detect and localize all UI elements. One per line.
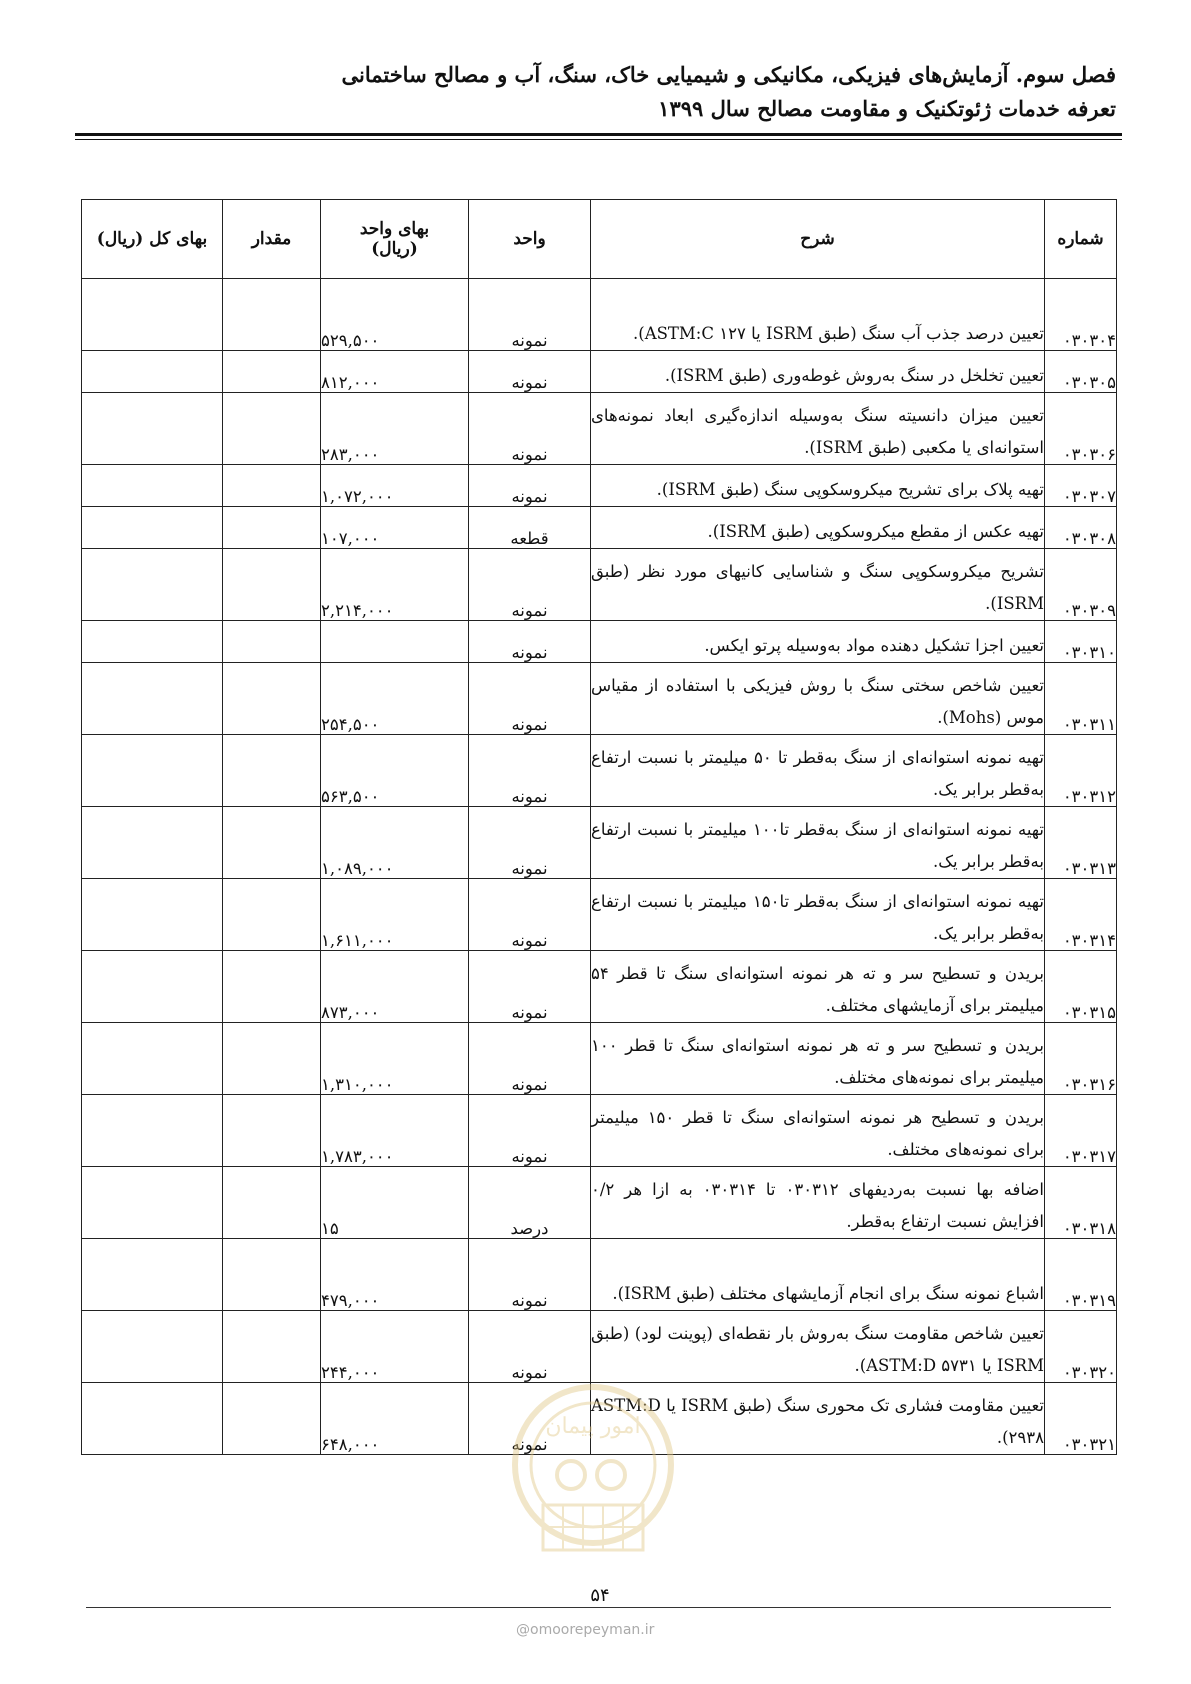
document-title: تعرفه خدمات ژئوتکنیک و مقاومت مصالح سال ۱۳۹۹ — [658, 96, 1116, 121]
row-unit-price: ۱۵ — [321, 1167, 469, 1239]
row-quantity — [223, 1383, 321, 1455]
table-row — [82, 1383, 1117, 1455]
row-number: ۰۳۰۳۰۷ — [1045, 465, 1117, 507]
row-unit: درصد — [469, 1167, 591, 1239]
row-total — [82, 1167, 223, 1239]
row-unit: نمونه — [469, 1311, 591, 1383]
header-description: شرح — [591, 200, 1045, 279]
page-header — [76, 58, 1116, 126]
row-unit-price: ۲۸۳,۰۰۰ — [321, 393, 469, 465]
row-quantity — [223, 393, 321, 465]
row-description: تشریح میکروسکوپی سنگ و شناسایی کانیهای مورد نظر (طبق ISRM). — [591, 549, 1045, 621]
footer-rule — [86, 1607, 1111, 1608]
row-number: ۰۳۰۳۲۱ — [1045, 1383, 1117, 1455]
row-unit: نمونه — [469, 351, 591, 393]
header-total: بهای کل (ریال) — [82, 200, 223, 279]
table-row — [82, 549, 1117, 621]
row-quantity — [223, 549, 321, 621]
row-unit: نمونه — [469, 1239, 591, 1311]
table-row — [82, 507, 1117, 549]
row-number: ۰۳۰۳۰۴ — [1045, 279, 1117, 351]
row-number: ۰۳۰۳۱۵ — [1045, 951, 1117, 1023]
header-rule-thin — [75, 139, 1122, 140]
table-row — [82, 1167, 1117, 1239]
row-quantity — [223, 951, 321, 1023]
row-number: ۰۳۰۳۱۸ — [1045, 1167, 1117, 1239]
header-unit: واحد — [469, 200, 591, 279]
row-number: ۰۳۰۳۱۶ — [1045, 1023, 1117, 1095]
row-unit: قطعه — [469, 507, 591, 549]
row-quantity — [223, 1239, 321, 1311]
row-description: تعیین میزان دانسیته سنگ به‌وسیله اندازه‌گیری ابعاد نمونه‌های استوانه‌ای یا مکعبی (طبق ISRM). — [591, 393, 1045, 465]
row-total — [82, 1239, 223, 1311]
table-row — [82, 621, 1117, 663]
table-row — [82, 1239, 1117, 1311]
row-total — [82, 351, 223, 393]
row-number: ۰۳۰۳۱۱ — [1045, 663, 1117, 735]
row-unit: نمونه — [469, 465, 591, 507]
row-description: اضافه بها نسبت به‌ردیفهای ۰۳۰۳۱۲ تا ۰۳۰۳۱۴ به ازا هر ۰/۲ افزایش نسبت ارتفاع به‌قطر. — [591, 1167, 1045, 1239]
row-unit: نمونه — [469, 879, 591, 951]
row-total — [82, 1023, 223, 1095]
row-quantity — [223, 1167, 321, 1239]
row-number: ۰۳۰۳۱۴ — [1045, 879, 1117, 951]
row-description: تهیه نمونه استوانه‌ای از سنگ به‌قطر تا ۵۰ میلیمتر با نسبت ارتفاع به‌قطر برابر یک. — [591, 735, 1045, 807]
table-header-row — [82, 200, 1117, 279]
site-watermark: @omoorepeyman.ir — [516, 1622, 655, 1638]
header-quantity: مقدار — [223, 200, 321, 279]
table-row — [82, 1311, 1117, 1383]
header-unit-price-label: بهای واحد — [359, 219, 430, 239]
row-description: تهیه پلاک برای تشریح میکروسکوپی سنگ (طبق ISRM). — [591, 465, 1045, 507]
row-number: ۰۳۰۳۱۲ — [1045, 735, 1117, 807]
row-quantity — [223, 807, 321, 879]
header-number: شماره — [1045, 200, 1117, 279]
row-total — [82, 1311, 223, 1383]
row-unit: نمونه — [469, 735, 591, 807]
row-total — [82, 951, 223, 1023]
row-description: تعیین مقاومت فشاری تک محوری سنگ (طبق ISRM یا ASTM:D ۲۹۳۸). — [591, 1383, 1045, 1455]
row-number: ۰۳۰۳۰۸ — [1045, 507, 1117, 549]
row-unit-price: ۴۷۹,۰۰۰ — [321, 1239, 469, 1311]
row-total — [82, 279, 223, 351]
table-row — [82, 351, 1117, 393]
table-body — [82, 279, 1117, 1455]
table-row — [82, 465, 1117, 507]
row-description: تهیه عکس از مقطع میکروسکوپی (طبق ISRM). — [591, 507, 1045, 549]
header-unit-price — [321, 200, 469, 279]
row-number: ۰۳۰۳۱۳ — [1045, 807, 1117, 879]
row-unit-price: ۱۰۷,۰۰۰ — [321, 507, 469, 549]
row-total — [82, 807, 223, 879]
header-rule-thick — [75, 133, 1122, 136]
row-unit: نمونه — [469, 621, 591, 663]
row-unit-price: ۶۴۸,۰۰۰ — [321, 1383, 469, 1455]
row-quantity — [223, 735, 321, 807]
row-quantity — [223, 279, 321, 351]
row-quantity — [223, 621, 321, 663]
row-description: بریدن و تسطیح سر و ته هر نمونه استوانه‌ای سنگ تا قطر ۱۰۰ میلیمتر برای نمونه‌های مختلف. — [591, 1023, 1045, 1095]
row-unit-price: ۵۶۳,۵۰۰ — [321, 735, 469, 807]
row-total — [82, 465, 223, 507]
row-number: ۰۳۰۳۰۶ — [1045, 393, 1117, 465]
chapter-title: فصل سوم. آزمایش‌های فیزیکی، مکانیکی و شیمیایی خاک، سنگ، آب و مصالح ساختمانی — [341, 62, 1116, 87]
table-row — [82, 951, 1117, 1023]
row-unit-price: ۱,۷۸۳,۰۰۰ — [321, 1095, 469, 1167]
row-description: تهیه نمونه استوانه‌ای از سنگ به‌قطر تا۱۰۰ میلیمتر با نسبت ارتفاع به‌قطر برابر یک. — [591, 807, 1045, 879]
row-total — [82, 549, 223, 621]
row-number: ۰۳۰۳۰۹ — [1045, 549, 1117, 621]
row-number: ۰۳۰۳۱۰ — [1045, 621, 1117, 663]
table-row — [82, 807, 1117, 879]
row-description: بریدن و تسطیح هر نمونه استوانه‌ای سنگ تا قطر ۱۵۰ میلیمتر برای نمونه‌های مختلف. — [591, 1095, 1045, 1167]
row-description: تعیین شاخص مقاومت سنگ به‌روش بار نقطه‌ای (پوینت لود) (طبق ISRM یا ASTM:D ۵۷۳۱). — [591, 1311, 1045, 1383]
row-quantity — [223, 351, 321, 393]
row-unit-price — [321, 621, 469, 663]
row-quantity — [223, 465, 321, 507]
row-description: اشباع نمونه سنگ برای انجام آزمایشهای مختلف (طبق ISRM). — [591, 1239, 1045, 1311]
row-unit-price: ۱,۰۸۹,۰۰۰ — [321, 807, 469, 879]
table-row — [82, 279, 1117, 351]
row-unit: نمونه — [469, 663, 591, 735]
row-unit: نمونه — [469, 807, 591, 879]
tariff-table — [81, 199, 1117, 1455]
row-unit-price: ۱,۶۱۱,۰۰۰ — [321, 879, 469, 951]
row-description: تعیین تخلخل در سنگ به‌روش غوطه‌وری (طبق ISRM). — [591, 351, 1045, 393]
row-unit-price: ۲,۲۱۴,۰۰۰ — [321, 549, 469, 621]
row-number: ۰۳۰۳۲۰ — [1045, 1311, 1117, 1383]
row-number: ۰۳۰۳۱۹ — [1045, 1239, 1117, 1311]
table-row — [82, 735, 1117, 807]
row-unit: نمونه — [469, 1095, 591, 1167]
row-quantity — [223, 663, 321, 735]
row-total — [82, 507, 223, 549]
table-row — [82, 1095, 1117, 1167]
row-unit: نمونه — [469, 951, 591, 1023]
table-row — [82, 393, 1117, 465]
row-unit: نمونه — [469, 1023, 591, 1095]
row-unit: نمونه — [469, 549, 591, 621]
row-unit: نمونه — [469, 279, 591, 351]
row-total — [82, 393, 223, 465]
row-unit-price: ۲۵۴,۵۰۰ — [321, 663, 469, 735]
row-unit-price: ۱,۰۷۲,۰۰۰ — [321, 465, 469, 507]
row-quantity — [223, 879, 321, 951]
table-row — [82, 1023, 1117, 1095]
row-description: تهیه نمونه استوانه‌ای از سنگ به‌قطر تا۱۵۰ میلیمتر با نسبت ارتفاع به‌قطر برابر یک. — [591, 879, 1045, 951]
page-number: ۵۴ — [590, 1585, 610, 1606]
row-total — [82, 1095, 223, 1167]
row-unit: نمونه — [469, 1383, 591, 1455]
header-unit-price-currency: (ریال) — [371, 239, 418, 259]
table-row — [82, 663, 1117, 735]
row-description: بریدن و تسطیح سر و ته هر نمونه استوانه‌ای سنگ تا قطر ۵۴ میلیمتر برای آزمایشهای مختلف. — [591, 951, 1045, 1023]
row-total — [82, 879, 223, 951]
row-quantity — [223, 1095, 321, 1167]
row-total — [82, 1383, 223, 1455]
row-total — [82, 663, 223, 735]
row-unit-price: ۱,۳۱۰,۰۰۰ — [321, 1023, 469, 1095]
row-number: ۰۳۰۳۱۷ — [1045, 1095, 1117, 1167]
row-description: تعیین درصد جذب آب سنگ (طبق ISRM یا ASTM:C ۱۲۷). — [591, 279, 1045, 351]
row-quantity — [223, 1311, 321, 1383]
row-quantity — [223, 507, 321, 549]
row-number: ۰۳۰۳۰۵ — [1045, 351, 1117, 393]
row-unit-price: ۲۴۴,۰۰۰ — [321, 1311, 469, 1383]
row-description: تعیین اجزا تشکیل دهنده مواد به‌وسیله پرتو ایکس. — [591, 621, 1045, 663]
row-description: تعیین شاخص سختی سنگ با روش فیزیکی با استفاده از مقیاس موس (Mohs). — [591, 663, 1045, 735]
row-total — [82, 621, 223, 663]
row-unit-price: ۵۲۹,۵۰۰ — [321, 279, 469, 351]
watermark-text: امور پیمان — [545, 1414, 641, 1439]
row-unit-price: ۸۱۲,۰۰۰ — [321, 351, 469, 393]
row-unit-price: ۸۷۳,۰۰۰ — [321, 951, 469, 1023]
row-total — [82, 735, 223, 807]
row-quantity — [223, 1023, 321, 1095]
row-unit: نمونه — [469, 393, 591, 465]
table-row — [82, 879, 1117, 951]
